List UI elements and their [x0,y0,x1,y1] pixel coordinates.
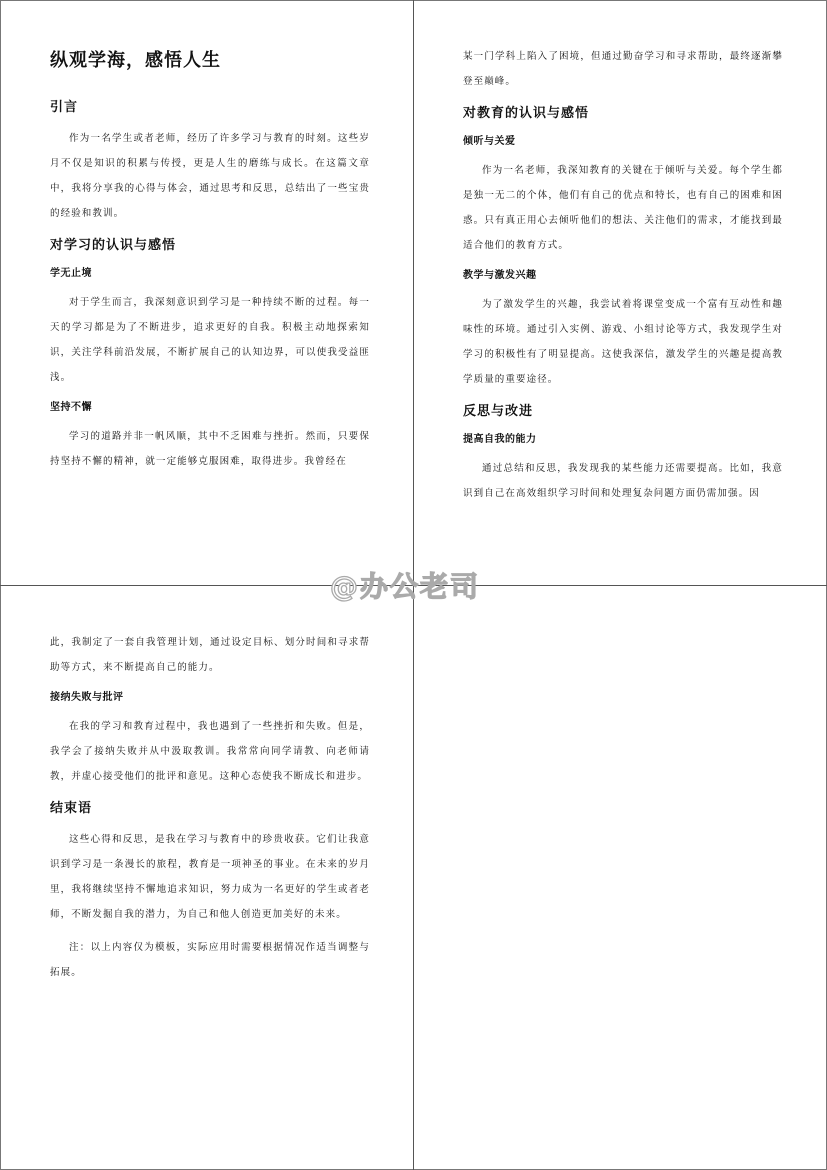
listening-heading: 倾听与关爱 [463,136,516,147]
continued-paragraph-2: 此，我制定了一套自我管理计划，通过设定目标、划分时间和寻求帮助等方式，来不断提高自己的能力。 [50,637,370,673]
note-paragraph: 注：以上内容仅为模板，实际应用时需要根据情况作适当调整与拓展。 [50,942,370,978]
conclusion-paragraph: 这些心得和反思，是我在学习与教育中的珍贵收获。它们让我意识到学习是一条漫长的旅程，教育是一项神圣的事业。在未来的岁月里，我将继续坚持不懈地追求知识，努力成为一名更好的学生或者老师，不断发掘自我的潜力，为自己和他人创造更加美好的未来。 [50,834,370,920]
accept-failure-paragraph: 在我的学习和教育过程中，我也遇到了一些挫折和失败。但是，我学会了接纳失败并从中汲取教训。我常常向同学请教、向老师请教，并虚心接受他们的批评和意见。这种心态使我不断成长和进步。 [50,721,370,782]
education-heading: 对教育的认识与感悟 [463,106,590,121]
learning-heading: 对学习的认识与感悟 [50,238,177,253]
teaching-interest-paragraph: 为了激发学生的兴趣，我尝试着将课堂变成一个富有互动性和趣味性的环境。通过引入实例、游戏、小组讨论等方式，我发现学生对学习的积极性有了明显提高。这使我深信，激发学生的兴趣是提高教学质量的重要途径。 [463,299,783,385]
continued-paragraph: 某一门学科上陷入了困境，但通过勤奋学习和寻求帮助，最终逐渐攀登至巅峰。 [463,51,783,87]
intro-paragraph: 作为一名学生或者老师，经历了许多学习与教育的时刻。这些岁月不仅是知识的积累与传授，更是人生的磨练与成长。在这篇文章中，我将分享我的心得与体会，通过思考和反思，总结出了一些宝贵的经验和教训。 [50,133,370,219]
document-title: 纵观学海，感悟人生 [50,50,221,71]
page-2 [463,44,783,514]
accept-failure-heading: 接纳失败与批评 [50,692,124,703]
watermark: @办公老司 [330,570,481,603]
page-3 [50,630,370,993]
self-improvement-paragraph: 通过总结和反思，我发现我的某些能力还需要提高。比如，我意识到自己在高效组织学习时间和处理复杂问题方面仍需加强。因 [463,463,783,499]
reflection-heading: 反思与改进 [463,404,534,419]
persistence-heading: 坚持不懈 [50,402,92,413]
endless-learning-heading: 学无止境 [50,268,92,279]
self-improvement-heading: 提高自我的能力 [463,434,537,445]
endless-learning-paragraph: 对于学生而言，我深刻意识到学习是一种持续不断的过程。每一天的学习都是为了不断进步，追求更好的自我。积极主动地探索知识，关注学科前沿发展，不断扩展自己的认知边界，可以使我受益匪浅。 [50,297,370,383]
teaching-interest-heading: 教学与激发兴趣 [463,270,537,281]
page-1 [50,44,370,482]
persistence-paragraph: 学习的道路并非一帆风顺，其中不乏困难与挫折。然而，只要保持坚持不懈的精神，就一定能够克服困难，取得进步。我曾经在 [50,431,370,467]
conclusion-heading: 结束语 [50,801,93,816]
intro-heading: 引言 [50,100,79,115]
listening-paragraph: 作为一名老师，我深知教育的关键在于倾听与关爱。每个学生都是独一无二的个体，他们有自己的优点和特长，也有自己的困难和困惑。只有真正用心去倾听他们的想法、关注他们的需求，才能找到最适合他们的教育方式。 [463,165,783,251]
